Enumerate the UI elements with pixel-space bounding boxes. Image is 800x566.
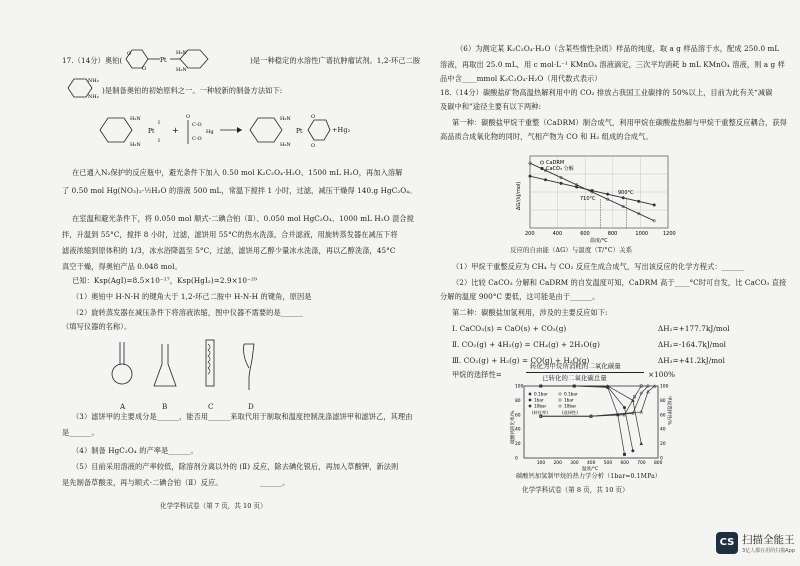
chart2-caption: 碳酸钙加氢制甲烷的热力学分析（1bar=0.1MPa） (516, 473, 662, 480)
para-1-line-2: 了 0.50 mol Hg(NO₃)₂·½H₂O 的溶液 500 mL，常温下搅拌 1 小时，过滤，减压干燥得 140.g HgC₂O₄。 (62, 186, 417, 195)
reaction-i-dh: ΔH₁=+177.7kJ/mol (658, 324, 730, 333)
question-18-2: （2）比较 CaCO₃ 分解和 CaDRM 的自发温度可知，CaDRM 高于____°C时可自发，比 CaCO₃ 直接 (452, 278, 787, 287)
reaction-scheme (90, 104, 360, 156)
chart1-legend-marker-0 (540, 161, 543, 164)
svg-text:Pt: Pt (160, 57, 167, 64)
chart2-legend-entry-3: 0.1bar (564, 391, 578, 397)
fraction-bar (526, 372, 644, 373)
chart1-point-1-8 (653, 204, 656, 207)
chart1-ticks (525, 231, 676, 237)
question-17-6-line-3: 品中含____mmol K₂C₂O₄·H₂O（用代数式表示） (440, 74, 602, 83)
camscanner-logo-icon: CS (716, 532, 738, 554)
chart2-ytick-2: 40 (515, 427, 521, 433)
oxaliplatin-structure (118, 44, 248, 74)
reaction-iii-dh: ΔH₃=+41.2kJ/mol (658, 356, 725, 365)
svg-text:O: O (311, 143, 316, 149)
chart1-point-1-4 (591, 189, 594, 192)
chart2-y2tick-3: 60 (660, 413, 666, 419)
svg-text:I: I (158, 120, 160, 126)
chart2-legend (529, 392, 578, 417)
chart2-y2tick-5: 100 (660, 384, 669, 390)
chart2-series-1 (541, 386, 633, 451)
svg-text:H₂N: H₂N (280, 116, 291, 122)
watermark-title: 扫描全能王 (742, 534, 795, 546)
chart2-legend-entry-2: 10bar (534, 403, 547, 409)
reaction-ii-dh: ΔH₂=-164.7kJ/mol (658, 340, 727, 349)
chart1-point-1-2 (560, 182, 563, 185)
chart2-y2tick-1: 20 (660, 442, 666, 448)
para-2-line-4: 真空干燥，得奥铂产品 0.048 mol。 (62, 262, 182, 271)
watermark-subtitle: 3亿人都在用的扫描App (742, 548, 795, 554)
question-18-1: （1）甲烷干重整反应为 CH₄ 与 CO₂ 反应生成合成气，写出该反应的化学方程式：______ (452, 262, 744, 271)
para-2-line-3: 滤液浓缩到原体积的 1/3，冰水浴降温至 5°C，过滤，滤饼用乙醇少量冰水洗涤，再以乙醇洗涤，45°C (62, 246, 396, 255)
method-1-line-1: 第一种：碳酸盐甲烷干重整（CaDRM）制合成气，利用甲烷在碳酸盐热解与甲烷干重整反应耦合，获得 (452, 118, 787, 127)
chart2-xlabel: 温度/°C (582, 467, 599, 472)
apparatus-label-c: C (208, 402, 214, 411)
selectivity-numerator: 转化为甲烷所消耗的二氧化碳量 (530, 362, 621, 370)
chart1-xtick-1: 400 (552, 231, 563, 237)
chart2-xtick-1: 200 (553, 461, 562, 466)
chart2-xtick-5: 600 (620, 461, 629, 466)
chart1-ylabel: ΔG/(kJ/mol) (516, 181, 522, 210)
chart2-legend-marker-1 (529, 399, 531, 401)
chart2-xtick-4: 500 (603, 461, 613, 466)
chart2-y2tick-0: 0 (660, 456, 663, 462)
chart1-caption: 反应的自由能（ΔG）与温度（T/°C）关系 (510, 246, 633, 254)
chart2-point-1-3 (623, 406, 626, 409)
svg-text:C-O: C-O (192, 122, 202, 128)
chart2-ytick-0: 0 (515, 456, 518, 462)
chart2-point-0-4 (623, 453, 625, 455)
svg-text:Pt: Pt (148, 128, 155, 135)
svg-text:H₂N: H₂N (130, 142, 141, 148)
chart2-y2tick-2: 40 (660, 427, 666, 433)
chart2-ytick-1: 20 (515, 442, 521, 448)
chart2-legend-entry-0: 0.1bar (534, 391, 548, 397)
chart2-y2label: 甲烷选择性/% (666, 396, 671, 425)
question-17-2: （2）旋转蒸发器在减压条件下将溶液浓缩，图中仪器不需要的是______ (72, 308, 303, 317)
chart2-legend-marker-4 (559, 399, 561, 401)
chart2-xtick-2: 300 (570, 461, 579, 466)
chart1-xtick-5: 1200 (663, 231, 676, 237)
chart2-point-2-2 (606, 385, 609, 388)
question-17-5-blank: ______。 (260, 478, 290, 487)
hydrogenation-chart (504, 382, 674, 474)
chart1-point-1-7 (637, 200, 640, 203)
chart1-point-1-5 (606, 193, 609, 196)
chart1-annot-900: 900°C (618, 190, 634, 196)
chart2-legend-group-1: (选择性) (562, 410, 578, 415)
svg-text:O: O (186, 114, 191, 120)
chart2-ytick-3: 60 (515, 413, 521, 419)
svg-text:C-O: C-O (192, 136, 202, 142)
reaction-byproduct: +Hg₂ (332, 126, 351, 134)
para-2-line-2: 拌，升温到 55°C，搅拌 8 小时，过滤，滤饼用 55°C的热水洗涤，合并滤液，用旋转蒸发器在减压下将 (62, 230, 398, 239)
chart2-xtick-7: 800 (654, 461, 663, 466)
para-1-line-1: 在已通入N₂保护的反应瓶中，避光条件下加入 0.50 mol K₂C₂O₄·H₂O、1500 mL H₂O，再加入溶解 (72, 168, 403, 177)
chart1-point-1-1 (544, 178, 547, 181)
chart1-legend-caco3: CaCO₃ 分解 (546, 166, 574, 172)
chart1-xlabel: 温度/°C (590, 238, 608, 244)
free-energy-chart (510, 150, 680, 246)
svg-text:H₂N: H₂N (176, 67, 187, 73)
chart2-ylabel: 碳酸钙转化率/% (511, 410, 516, 444)
scanner-watermark (716, 530, 796, 562)
chart2-legend-marker-2 (529, 405, 531, 407)
question-17-3: （3）滤饼甲的主要成分是______，能否用______来取代用于制取和温度控制洗涤滤饼甲和滤饼乙，其理由 (72, 412, 413, 421)
reaction-ii: Ⅱ. CO₂(g) + 4H₂(g) = CH₄(g) + 2H₂O(g) (452, 340, 601, 349)
chart2-legend-entry-5: 10bar (564, 403, 577, 409)
reaction-i: Ⅰ. CaCO₃(s) = CaO(s) + CO₂(g) (452, 324, 567, 333)
svg-text:H₂N: H₂N (176, 50, 187, 56)
svg-text:Hg: Hg (206, 129, 214, 135)
svg-text:O: O (127, 51, 132, 57)
selectivity-denominator: 已转化的二氧化碳总量 (542, 374, 607, 382)
page-right (400, 0, 800, 566)
chart2-point-1-4 (632, 450, 635, 453)
chart2-ytick-5: 100 (515, 384, 524, 390)
question-17-2-cont: （填写仪器的名称）。 (62, 322, 132, 331)
chart2-legend-marker-3 (559, 393, 561, 395)
svg-text:NH₂: NH₂ (88, 78, 99, 84)
question-17-intro: 17.（14分）奥铂( (62, 56, 123, 65)
chart2-y2tick-4: 80 (660, 398, 666, 404)
svg-text:+: + (172, 126, 179, 135)
chart2-legend-marker-5 (559, 405, 561, 407)
apparatus-label-d: D (248, 402, 254, 411)
reaction-iii: Ⅲ. CO₂(g) + H₂(g) = CO(g) + H₂O(g) (452, 356, 590, 365)
chart1-point-1-3 (575, 186, 578, 189)
chart1-legend-marker-1 (540, 167, 543, 170)
chart1-xtick-4: 1000 (635, 231, 649, 237)
method-2-title: 第二种：碳酸盐加氢利用，涉及的主要反应如下: (452, 308, 608, 317)
question-17-4: （4）制备 HgC₂O₄ 的产率是______。 (72, 446, 198, 455)
question-18-intro: 18.（14分）碳酸盐矿物高温热解利用中的 CO₂ 排放占我国工业碳排的 50%以上，目前为此有关“减碳 (440, 88, 773, 97)
apparatus-figure (104, 334, 284, 400)
question-17-intro-cont: )是一种稳定的水溶性广谱抗肿瘤试剂。1,2-环己二胺 (250, 56, 421, 65)
chart2-series (539, 385, 656, 456)
svg-text:I: I (158, 138, 160, 144)
question-18-intro-cont: 及碳中和”途径主要有以下两种: (440, 102, 542, 111)
question-17-5: （5）目前采用溶液的产率较低，除溶剂分离以外的 (Ⅱ) 反应，除去碘化银后，再加入草酸钾，新法则 (72, 462, 399, 471)
question-17-6-line-1: （6）为测定某 K₂C₂O₄·H₂O（含某些惰性杂质）样品的纯度，取 a g 样品溶于水，配成 250.0 mL (456, 44, 780, 53)
footer-page-8: 化学学科试卷（第 8 页，共 10 页） (522, 486, 629, 494)
question-18-2-cont: 分解的温度 900°C 要低，这可能是由于______。 (440, 292, 600, 301)
chart1-xtick-0: 200 (525, 231, 535, 237)
chart2-ytick-4: 80 (515, 398, 521, 404)
apparatus-label-a: A (120, 402, 126, 411)
chart2-series-3 (541, 386, 642, 416)
known-constants: 已知：Ksp(AgI)=8.5×10⁻¹⁷，Ksp(HgI₂)=2.9×10⁻²⁹ (72, 276, 257, 285)
chart1-point-1-0 (529, 175, 532, 178)
chart2-point-2-4 (640, 442, 643, 445)
selectivity-percent: ×100% (648, 370, 676, 379)
chart2-legend-marker-0 (529, 393, 531, 395)
chart1-point-1-6 (622, 196, 625, 199)
svg-text:NH₂: NH₂ (88, 94, 99, 100)
chart1-xtick-2: 600 (580, 231, 590, 237)
question-17-5-cont: 是先制备草酸汞，再与顺式-二碘合铂（Ⅱ）反应。 (62, 478, 223, 487)
selectivity-label: 甲烷的选择性= (452, 370, 502, 379)
chart1-legend-cadrm: CaDRM (546, 160, 565, 166)
chart2-frame (524, 386, 658, 458)
svg-text:H₂N: H₂N (130, 116, 141, 122)
svg-text:H₂N: H₂N (280, 142, 291, 148)
chart2-series-0 (541, 386, 625, 454)
svg-text:Pt: Pt (296, 128, 303, 135)
chart2-legend-entry-1: 1bar (534, 397, 544, 403)
chart2-legend-group-0: (转化率) (532, 410, 548, 415)
question-17-method: )是制备奥铂的初始原料之一。一种较新的制备方法如下: (102, 86, 283, 95)
chart1-xtick-3: 800 (607, 231, 618, 237)
cyclohexanediamine-structure (62, 76, 102, 100)
chart2-xtick-3: 400 (587, 461, 596, 466)
apparatus-label-b: B (162, 402, 168, 411)
chart2-legend-entry-4: 1bar (564, 397, 574, 403)
chart2-series-5 (541, 386, 655, 416)
method-1-line-2: 高品质合成氧化物的同时，气相产物为 CO 和 H₂ 组成的合成气。 (440, 132, 653, 141)
question-17-3-cont: 是______。 (62, 428, 99, 437)
svg-text:O: O (142, 66, 147, 72)
question-17-1: （1）奥铂中 H-N-H 的键角大于 1,2-环己二胺中 H-N-H 的键角，原因是 (72, 292, 312, 301)
question-17-6-line-2: 溶液，再取出 25.0 mL，用 c mol·L⁻¹ KMnO₄ 溶液滴定，三次平均消耗 b mL KMnO₄ 溶液，则 a g 样 (440, 60, 785, 69)
footer-page-7: 化学学科试卷（第 7 页，共 10 页） (160, 502, 267, 510)
chart2-xtick-0: 100 (536, 461, 546, 466)
svg-text:O: O (311, 114, 316, 120)
para-2-line-1: 在室温和避光条件下，将 0.050 mol 顺式-二碘合铂（Ⅱ）、0.050 mol HgC₂O₄、1000 mL H₂O 混合搅 (72, 214, 414, 223)
chart1-annot-710: 710°C (580, 196, 596, 202)
chart2-xtick-6: 700 (637, 461, 646, 466)
